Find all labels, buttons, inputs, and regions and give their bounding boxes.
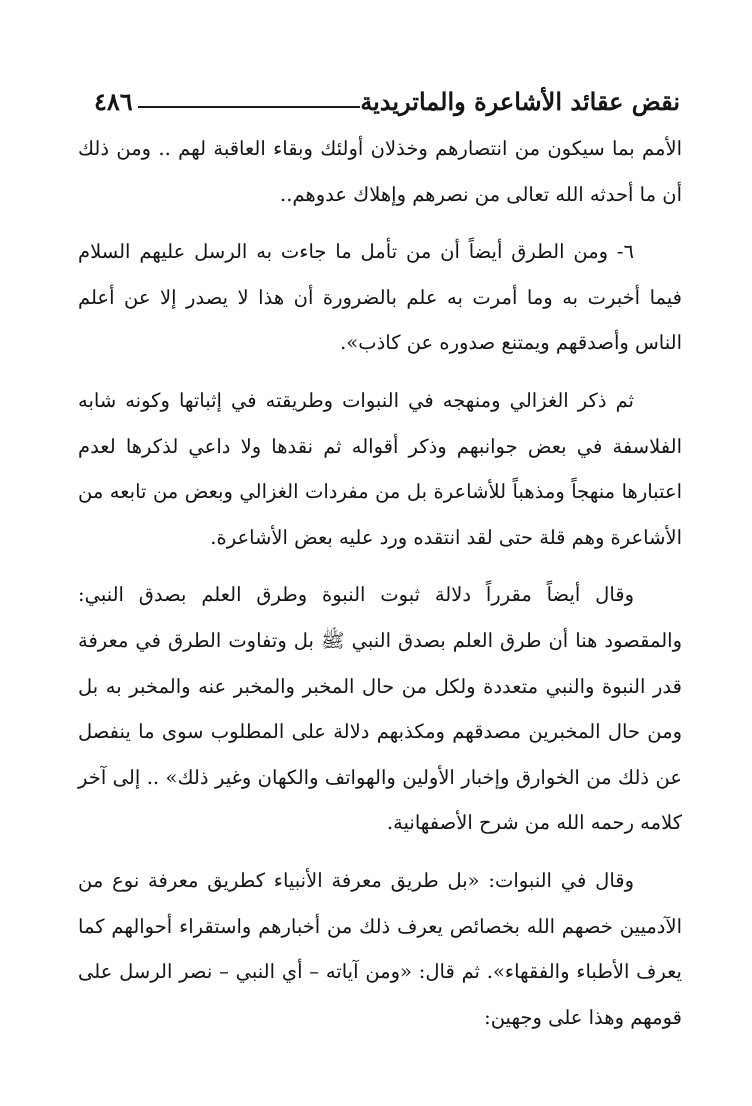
paragraph: وقال أيضاً مقرراً دلالة ثبوت النبوة وطرق العلم بصدق النبي: والمقصود هنا أن طرق العلم بصدق النبي ﷺ بل وتفاوت الطرق في معرفة قدر النبوة والنبي متعددة ولكل من حال المخبر والمخبر عنه والمخبر به بل ومن حال المخبرين مصدقهم ومكذبهم دلالة على المطلوب سوى ما ينفصل عن ذلك من الخوارق وإخبار الأولين والهواتف والكهان وغير ذلك» .. إلى آخر كلامه رحمه الله من شرح الأصفهانية. [78,583,682,835]
paragraph: ٦- ومن الطرق أيضاً أن من تأمل ما جاءت به الرسل عليهم السلام فيما أخبرت به وما أمرت به علم بالضرورة أن هذا لا يصدر إلا عن أعلم الناس وأصدقهم ويمتنع صدوره عن كاذب». [78,240,682,355]
header-title: نقض عقائد الأشاعرة والماتريدية [360,87,680,116]
page-number: ٤٨٦ [94,87,133,116]
body-text [78,126,682,1040]
paragraph: ثم ذكر الغزالي ومنهجه في النبوات وطريقته في إثباتها وكونه شابه الفلاسفة في بعض جوانبهم وذكر أقواله ثم نقدها ولا داعي لذكرها لعدم اعتبارها منهجاً ومذهباً للأشاعرة بل من مفردات الغزالي وبعض من تابعه من الأشاعرة وهم قلة حتى لقد انتقده ورد عليه بعض الأشاعرة. [78,388,682,549]
paragraph: الأمم بما سيكون من انتصارهم وخذلان أولئك وبقاء العاقبة لهم .. ومن ذلك أن ما أحدثه الله تعالى من نصرهم وإهلاك عدوهم.. [78,137,682,206]
running-header [94,82,680,122]
paragraph: وقال في النبوات: «بل طريق معرفة الأنبياء كطريق معرفة نوع من الآدميين خصهم الله بخصائص يعرف ذلك من أخبارهم واستقراء أحوالهم كما يعرف الأطباء والفقهاء». ثم قال: «ومن آياته – أي النبي – نصر الرسل على قومهم وهذا على وجهين: [78,868,682,1029]
header-rule [138,106,360,108]
